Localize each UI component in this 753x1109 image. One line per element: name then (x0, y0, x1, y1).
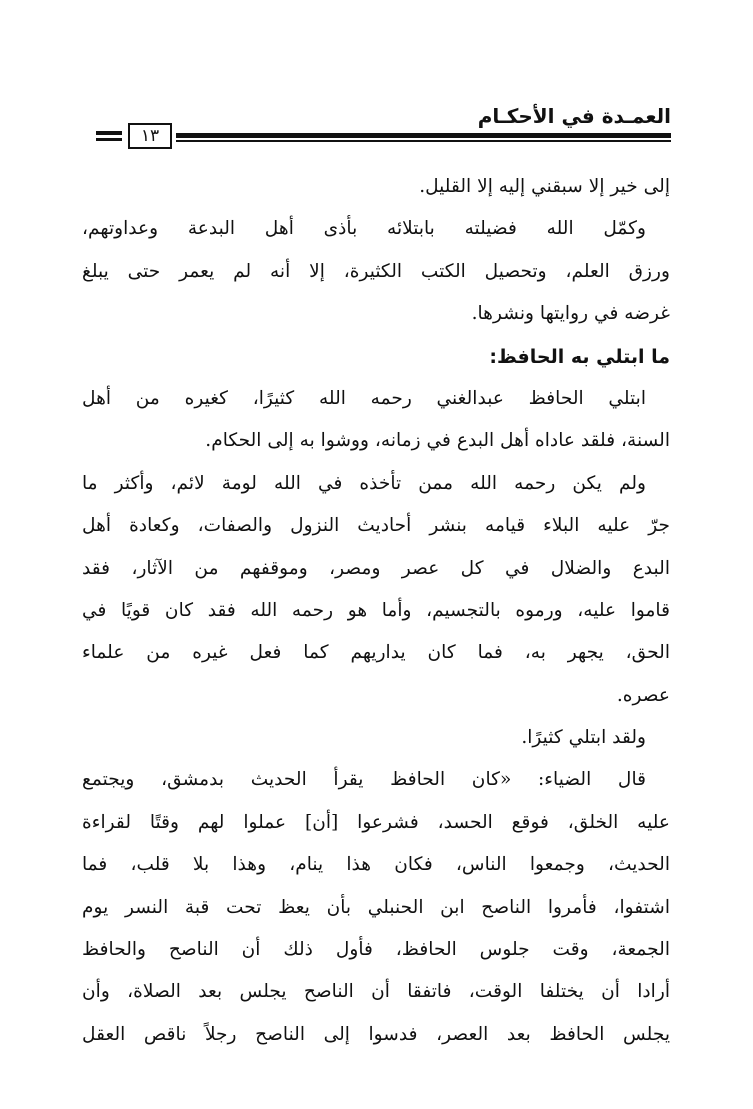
text-line: الحديث، وجمعوا الناس، فكان هذا ينام، وهذا بلا قلب، فما (82, 854, 670, 876)
text-line: ولم يكن رحمه الله ممن تأخذه في الله لومة لائم، وأكثر ما (82, 472, 646, 494)
running-title: العمـدة في الأحكـام (477, 104, 671, 128)
text-line: عليه الخلق، فوقع الحسد، فشرعوا [أن] عملوا لهم وقتًا لقراءة (82, 811, 670, 833)
text-line: ابتلي الحافظ عبدالغني رحمه الله كثيرًا، كغيره من أهل (82, 387, 646, 409)
text-line: ولقد ابتلي كثيرًا. (521, 727, 646, 749)
text-line: غرضه في روايتها ونشرها. (471, 303, 670, 325)
text-line: إلى خير إلا سبقني إليه إلا القليل. (419, 176, 670, 197)
running-header (96, 96, 671, 154)
text-line: وكمّل الله فضيلته بابتلائه بأذى أهل البدعة وعداوتهم، (82, 218, 646, 240)
text-line: قاموا عليه، ورموه بالتجسيم، وأما هو رحمه الله فقد كان قويًا في (82, 599, 670, 621)
section-heading: ما ابتلي به الحافظ: (489, 345, 670, 368)
text-line: قال الضياء: «كان الحافظ يقرأ الحديث بدمشق، ويجتمع (82, 769, 646, 791)
text-line: ورزق العلم، وتحصيل الكتب الكثيرة، إلا أنه لم يعمر حتى يبلغ (82, 260, 670, 282)
text-line: البدع والضلال في كل عصر ومصر، وموقفهم من الآثار، فقد (82, 557, 670, 579)
text-line: الحق، يجهر به، فما كان يداريهم كما فعل غيره من علماء (82, 642, 670, 664)
text-line: الجمعة، وقت جلوس الحافظ، فأول ذلك أن الناصح والحافظ (82, 939, 670, 961)
header-rule-thick (176, 133, 671, 138)
text-line: أرادا أن يختلفا الوقت، فاتفقا أن الناصح يجلس بعد الصلاة، وأن (82, 981, 670, 1003)
page-number-rule-thin (96, 138, 122, 141)
page-number: ١٣ (128, 123, 172, 149)
text-line: يجلس الحافظ بعد العصر، فدسوا إلى الناصح رجلاً ناقص العقل (82, 1023, 670, 1045)
body-text (82, 166, 670, 1056)
text-line: عصره. (616, 684, 670, 706)
text-line: جرّ عليه البلاء قيامه بنشر أحاديث النزول والصفات، وكعادة أهل (82, 515, 670, 537)
page-number-rule-thick (96, 131, 122, 135)
text-line: السنة، فلقد عاداه أهل البدع في زمانه، ووشوا به إلى الحكام. (205, 430, 670, 452)
header-rule-thin (176, 140, 671, 142)
text-line: اشتفوا، فأمروا الناصح ابن الحنبلي بأن يعظ تحت قبة النسر يوم (82, 896, 670, 918)
